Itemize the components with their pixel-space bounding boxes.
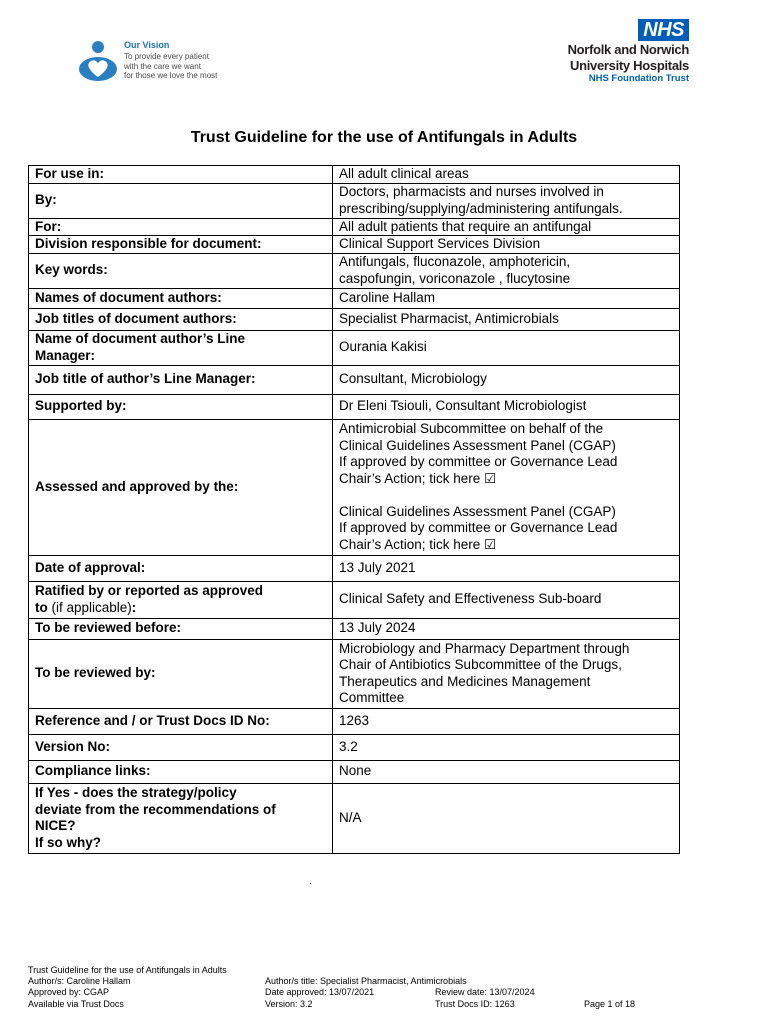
value-line: Doctors, pharmacists and nurses involved in [339,184,604,199]
row-value: None [333,760,680,783]
label-line: Ratified by or reported as approved [35,583,264,599]
row-value [333,183,680,218]
table-row [29,236,680,254]
value-line: Clinical Guidelines Assessment Panel (CGAP) [339,503,616,519]
row-label: To be reviewed by: [29,639,333,708]
row-value: Caroline Hallam [333,288,680,308]
table-row [29,365,680,394]
table-row [29,394,680,419]
row-value [333,253,680,288]
row-value [333,639,680,708]
row-value: 13 July 2021 [333,555,680,581]
table-row [29,288,680,308]
vision-line: with the care we want [124,61,201,71]
table-row [29,330,680,365]
footer-available: Available via Trust Docs [28,998,124,1009]
table-row [29,419,680,555]
footer-doc-title: Trust Guideline for the use of Antifungals in Adults [28,965,227,975]
label-line: If Yes - does the strategy/policy [35,785,237,801]
label-line: deviate from the recommendations of [35,801,276,817]
footer-date-approved: Date approved: 13/07/2021 [265,987,375,998]
stray-dot: . [309,876,312,887]
footer-row [28,965,708,976]
table-row [29,708,680,734]
value-line: Therapeutics and Medicines Management [339,673,591,689]
page-footer [28,965,708,1010]
value-line: If approved by committee or Governance Lead [339,454,618,470]
value-line: prescribing/supplying/administering antifungals. [339,200,623,216]
label-line: Manager: [35,347,96,363]
table-row [29,183,680,218]
row-label: Job title of author’s Line Manager: [29,365,333,394]
table-row [29,218,680,236]
row-value: N/A [333,783,680,853]
row-label: Reference and / or Trust Docs ID No: [29,708,333,734]
label-line: If so why? [35,834,102,850]
nhs-badge: NHS [638,19,689,41]
spacer [339,488,673,504]
row-label: Assessed and approved by the: [29,419,333,555]
trust-name-line: University Hospitals [570,58,689,73]
table-row [29,308,680,330]
footer-page-number: Page 1 of 18 [584,998,636,1009]
footer-review-date: Review date: 13/07/2024 [435,987,535,998]
row-label: For: [29,218,333,236]
row-label: Compliance links: [29,760,333,783]
value-line: Clinical Guidelines Assessment Panel (CGAP) [339,437,616,453]
table-row [29,253,680,288]
row-label: Division responsible for document: [29,236,333,254]
trust-name-line: Norfolk and Norwich [567,42,689,57]
row-value: Dr Eleni Tsiouli, Consultant Microbiologist [333,394,680,419]
table-row [29,555,680,581]
table-row [29,639,680,708]
label-part: (if applicable) [47,599,132,615]
footer-author-title: Author/s title: Specialist Pharmacist, Antimicrobials [265,976,467,987]
value-line: Chair’s Action; tick here ☑ [339,536,497,552]
row-value: Ourania Kakisi [333,330,680,365]
footer-row [28,976,708,987]
row-label [29,581,333,618]
row-value: 1263 [333,708,680,734]
vision-statement [124,52,217,81]
row-label: For use in: [29,166,333,184]
row-label [29,330,333,365]
footer-authors: Author/s: Caroline Hallam [28,976,131,987]
table-row [29,618,680,639]
table-row [29,760,680,783]
footer-approved-by: Approved by: CGAP [28,987,110,998]
label-line: Name of document author’s Line [35,331,246,347]
row-label [29,783,333,853]
row-label: Key words: [29,253,333,288]
row-label: Job titles of document authors: [29,308,333,330]
row-value: Clinical Support Services Division [333,236,680,254]
footer-docs-id: Trust Docs ID: 1263 [435,998,515,1009]
vision-title: Our Vision [124,40,170,50]
heart-person-icon [78,40,118,82]
footer-row [28,999,708,1010]
row-value: Specialist Pharmacist, Antimicrobials [333,308,680,330]
row-label: Names of document authors: [29,288,333,308]
value-line: Microbiology and Pharmacy Department through [339,640,630,656]
value-line: Committee [339,690,405,706]
page-title: Trust Guideline for the use of Antifungals in Adults [190,129,578,146]
table-row [29,166,680,184]
row-value: All adult patients that require an antifungal [333,218,680,236]
row-label: To be reviewed before: [29,618,333,639]
row-value: 3.2 [333,734,680,760]
label-line [35,600,326,617]
table-row [29,783,680,853]
row-value: 13 July 2024 [333,618,680,639]
value-line: If approved by committee or Governance Lead [339,520,618,536]
row-value: All adult clinical areas [333,166,680,184]
table-row [29,734,680,760]
foundation-trust-label: NHS Foundation Trust [588,73,689,84]
row-label: Supported by: [29,394,333,419]
row-label: Version No: [29,734,333,760]
table-row [29,581,680,618]
row-value [333,419,680,555]
row-label: Date of approval: [29,555,333,581]
value-line: Antimicrobial Subcommittee on behalf of the [339,421,604,437]
document-info-table [28,165,680,854]
label-line: NICE? [35,818,76,834]
row-value: Clinical Safety and Effectiveness Sub-board [333,581,680,618]
value-line: Chair’s Action; tick here ☑ [339,470,497,486]
label-part: to [35,599,48,615]
vision-line: To provide every patient [124,52,209,61]
value-line: caspofungin, voriconazole , flucytosine [339,270,571,286]
footer-row [28,987,708,998]
our-vision-logo [78,38,228,88]
footer-version: Version: 3.2 [265,998,313,1009]
label-part: : [131,599,137,615]
nhs-trust-logo [529,19,689,84]
vision-line: for those we love the most [124,71,218,80]
row-value: Consultant, Microbiology [333,365,680,394]
row-label: By: [29,183,333,218]
value-line: Chair of Antibiotics Subcommittee of the Drugs, [339,657,622,673]
value-line: Antifungals, fluconazole, amphotericin, [339,254,571,270]
